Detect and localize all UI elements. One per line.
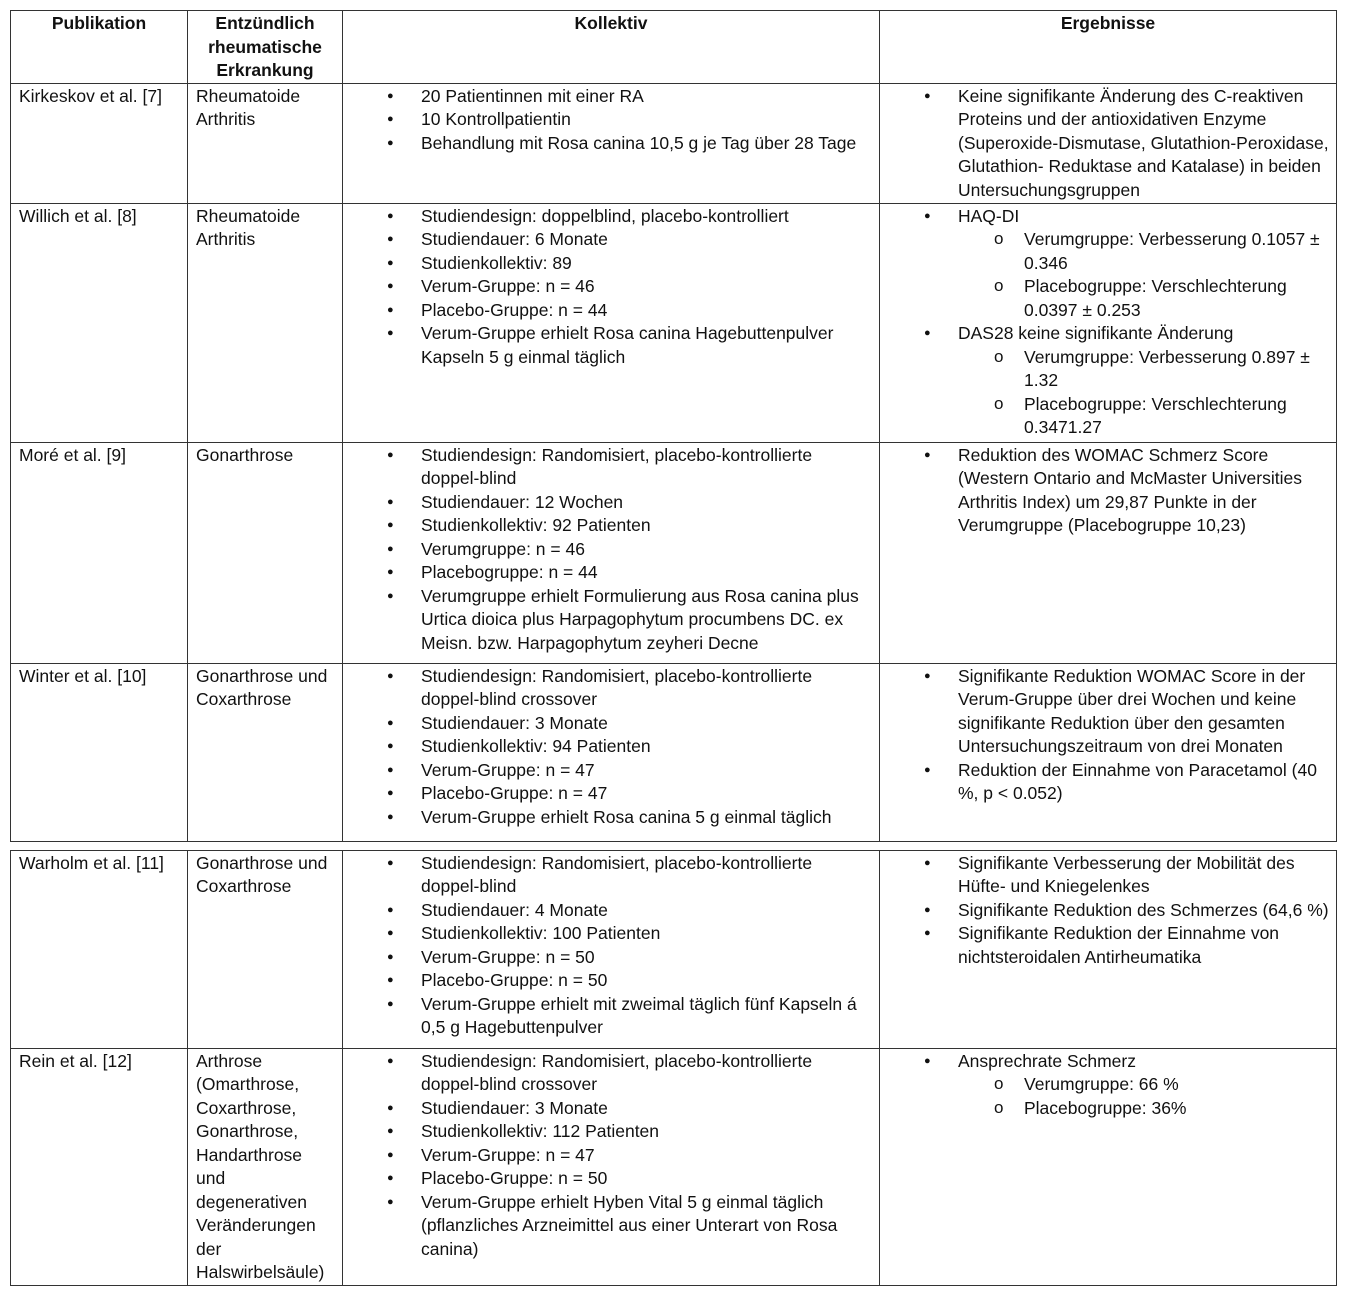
list-item: ● Verum-Gruppe: n = 46 [347, 275, 873, 299]
publication-cell: Willich et al. [8] [11, 203, 188, 442]
sub-list-item: o Placebogruppe: Verschlechterung 0.0397 ± 0.253 [884, 275, 1330, 322]
collective-cell [343, 83, 880, 203]
sub-list-item: o Placebogruppe: Verschlechterung 0.3471.27 [884, 393, 1330, 440]
sub-list-item: o Placebogruppe: 36% [884, 1097, 1330, 1121]
list-item: ● Verum-Gruppe erhielt mit zweimal täglich fünf Kapseln á 0,5 g Hagebuttenpulver [347, 993, 873, 1040]
list-item: ● Signifikante Reduktion der Einnahme von nichtsteroidalen Antirheumatika [884, 922, 1330, 969]
list-item: ● Signifikante Reduktion WOMAC Score in der Verum-Gruppe über drei Wochen und keine signifikante Reduktion über den gesamten Untersuchungszeitraum von drei Monaten [884, 665, 1330, 759]
header-disease: Entzündlich rheumatische Erkrankung [188, 11, 343, 84]
list-item: ● Placebo-Gruppe: n = 44 [347, 299, 873, 323]
list-item: ● Studienkollektiv: 89 [347, 252, 873, 276]
list-item: ● Signifikante Verbesserung der Mobilität des Hüfte- und Kniegelenkes [884, 852, 1330, 899]
list-item: ● Verum-Gruppe erhielt Rosa canina 5 g einmal täglich [347, 806, 873, 830]
list-item: ● Studiendesign: Randomisiert, placebo-kontrollierte doppel-blind [347, 852, 873, 899]
list-item: ● Placebo-Gruppe: n = 50 [347, 969, 873, 993]
results-cell [880, 83, 1337, 203]
publication-cell: Rein et al. [12] [11, 1048, 188, 1285]
list-item: ● Studienkollektiv: 94 Patienten [347, 735, 873, 759]
list-item: ● DAS28 keine signifikante Änderung [884, 322, 1330, 346]
list-item: ● Behandlung mit Rosa canina 10,5 g je Tag über 28 Tage [347, 132, 873, 156]
list-item: ● Studiendauer: 3 Monate [347, 712, 873, 736]
list-item: ● Verumgruppe erhielt Formulierung aus Rosa canina plus Urtica dioica plus Harpagophytum procumbens DC. ex Meisn. bzw. Harpagophytum zeyheri Decne [347, 585, 873, 656]
list-item: ● Placebo-Gruppe: n = 50 [347, 1167, 873, 1191]
list-item: ● Verumgruppe: n = 46 [347, 538, 873, 562]
list-item: ● Signifikante Reduktion des Schmerzes (64,6 %) [884, 899, 1330, 923]
list-item: ● Studienkollektiv: 100 Patienten [347, 922, 873, 946]
publication-cell: Kirkeskov et al. [7] [11, 83, 188, 203]
study-table [10, 10, 1337, 1286]
collective-cell [343, 663, 880, 841]
table-row [11, 442, 1337, 663]
table-row [11, 663, 1337, 841]
table-gap [11, 841, 1337, 850]
disease-cell: Gonarthrose und Coxarthrose [188, 850, 343, 1048]
header-row [11, 11, 1337, 84]
table-row [11, 1048, 1337, 1285]
list-item: ● 20 Patientinnen mit einer RA [347, 85, 873, 109]
list-item: ● Studienkollektiv: 112 Patienten [347, 1120, 873, 1144]
collective-cell [343, 442, 880, 663]
list-item: ● Studiendauer: 3 Monate [347, 1097, 873, 1121]
disease-cell: Rheumatoide Arthritis [188, 83, 343, 203]
sub-list-item: o Verumgruppe: 66 % [884, 1073, 1330, 1097]
header-results: Ergebnisse [880, 11, 1337, 84]
collective-cell [343, 850, 880, 1048]
list-item: ● Keine signifikante Änderung des C-reaktiven Proteins und der antioxidativen Enzyme (Superoxide-Dismutase, Glutathion-Peroxidase, Glutathion- Reduktase and Katalase) in beiden Untersuchungsgruppen [884, 85, 1330, 203]
publication-cell: Warholm et al. [11] [11, 850, 188, 1048]
disease-cell: Gonarthrose [188, 442, 343, 663]
results-cell [880, 203, 1337, 442]
list-item: ● Placebo-Gruppe: n = 47 [347, 782, 873, 806]
results-cell [880, 663, 1337, 841]
list-item: ● Reduktion der Einnahme von Paracetamol (40 %, p < 0.052) [884, 759, 1330, 806]
list-item: ● Studiendauer: 12 Wochen [347, 491, 873, 515]
header-collective: Kollektiv [343, 11, 880, 84]
list-item: ● Studiendesign: doppelblind, placebo-kontrolliert [347, 205, 873, 229]
list-item: ● Studienkollektiv: 92 Patienten [347, 514, 873, 538]
sub-list-item: o Verumgruppe: Verbesserung 0.1057 ± 0.346 [884, 228, 1330, 275]
table-row [11, 83, 1337, 203]
header-publication: Publikation [11, 11, 188, 84]
list-item: ● Studiendauer: 6 Monate [347, 228, 873, 252]
collective-cell [343, 203, 880, 442]
disease-cell: Rheumatoide Arthritis [188, 203, 343, 442]
results-cell [880, 850, 1337, 1048]
list-item: ● Reduktion des WOMAC Schmerz Score (Western Ontario and McMaster Universities Arthritis Index) um 29,87 Punkte in der Verumgruppe (Placebogruppe 10,23) [884, 444, 1330, 538]
list-item: ● Verum-Gruppe erhielt Rosa canina Hagebuttenpulver Kapseln 5 g einmal täglich [347, 322, 873, 369]
list-item: ● Studiendesign: Randomisiert, placebo-kontrollierte doppel-blind crossover [347, 665, 873, 712]
list-item: ● Placebogruppe: n = 44 [347, 561, 873, 585]
list-item: ● Verum-Gruppe: n = 47 [347, 1144, 873, 1168]
results-cell [880, 1048, 1337, 1285]
table-row [11, 203, 1337, 442]
list-item: ● Studiendauer: 4 Monate [347, 899, 873, 923]
list-item: ● Ansprechrate Schmerz [884, 1050, 1330, 1074]
disease-cell: Arthrose (Omarthrose, Coxarthrose, Gonarthrose, Handarthrose und degenerativen Veränderungen der Halswirbelsäule) [188, 1048, 343, 1285]
disease-cell: Gonarthrose und Coxarthrose [188, 663, 343, 841]
list-item: ● Studiendesign: Randomisiert, placebo-kontrollierte doppel-blind [347, 444, 873, 491]
sub-list-item: o Verumgruppe: Verbesserung 0.897 ± 1.32 [884, 346, 1330, 393]
results-cell [880, 442, 1337, 663]
list-item: ● HAQ-DI [884, 205, 1330, 229]
list-item: ● Studiendesign: Randomisiert, placebo-kontrollierte doppel-blind crossover [347, 1050, 873, 1097]
collective-cell [343, 1048, 880, 1285]
publication-cell: Winter et al. [10] [11, 663, 188, 841]
list-item: ● Verum-Gruppe: n = 50 [347, 946, 873, 970]
publication-cell: Moré et al. [9] [11, 442, 188, 663]
list-item: ● Verum-Gruppe erhielt Hyben Vital 5 g einmal täglich (pflanzliches Arzneimittel aus einer Unterart von Rosa canina) [347, 1191, 873, 1262]
list-item: ● Verum-Gruppe: n = 47 [347, 759, 873, 783]
list-item: ● 10 Kontrollpatientin [347, 108, 873, 132]
table-row [11, 850, 1337, 1048]
